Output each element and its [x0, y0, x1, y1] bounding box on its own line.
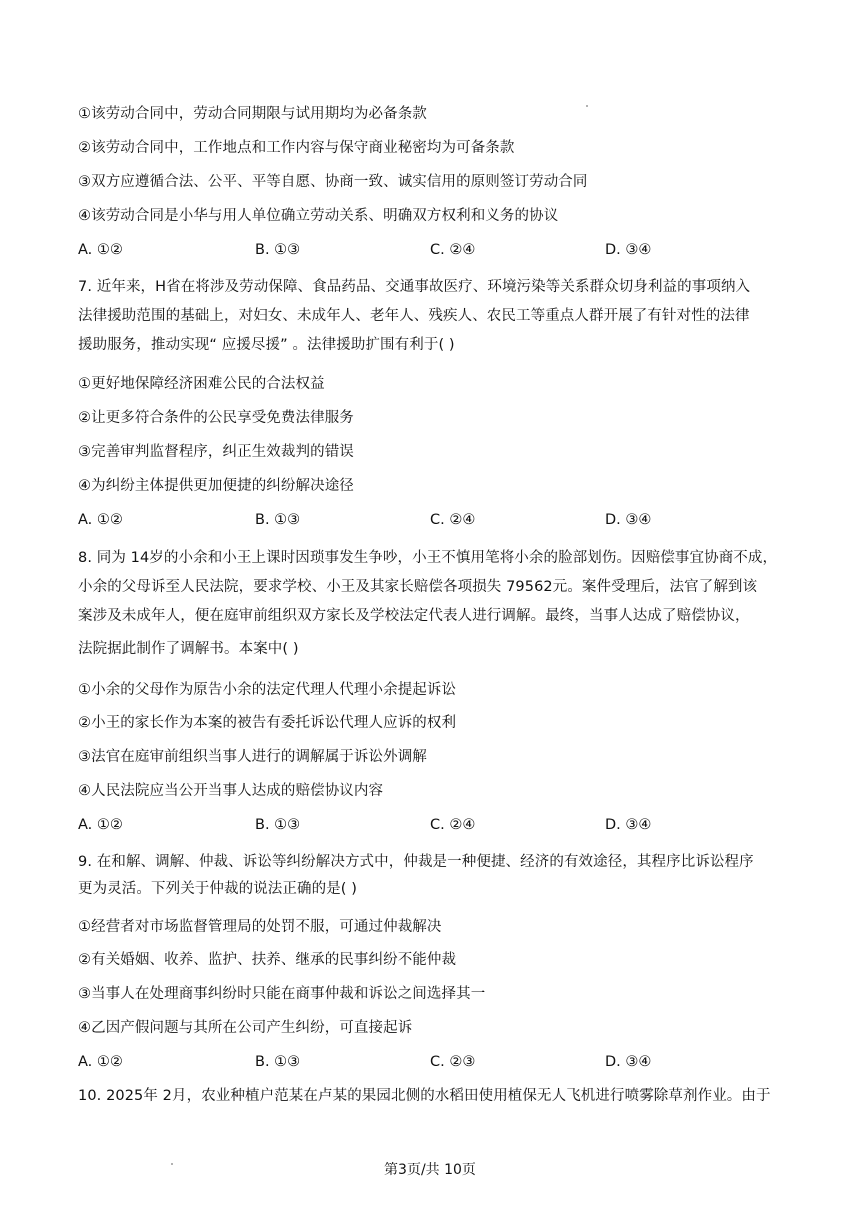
q7-option-a: A. ①②	[78, 512, 123, 528]
q7-item-4: ④为纠纷主体提供更加便捷的纠纷解决途径	[78, 478, 354, 494]
q7-option-b: B. ①③	[255, 512, 301, 528]
q6-item-1: ①该劳动合同中，劳动合同期限与试用期均为必备条款	[78, 106, 427, 122]
q8-item-3: ③法官在庭审前组织当事人进行的调解属于诉讼外调解	[78, 749, 427, 765]
q8-item-1: ①小余的父母作为原告小余的法定代理人代理小余提起诉讼	[78, 682, 457, 698]
q6-option-a: A. ①②	[78, 242, 123, 258]
q9-option-a: A. ①②	[78, 1054, 123, 1070]
q6-item-2: ②该劳动合同中，工作地点和工作内容与保守商业秘密均为可备条款	[78, 140, 515, 156]
q8-stem-line-1: 8. 同为 14岁的小余和小王上课时因琐事发生争吵，小王不慎用笔将小余的脸部划伤。因赔偿事宜协商不成，	[78, 550, 778, 566]
q8-option-c: C. ②④	[430, 817, 476, 833]
page-number-footer: 第3页/共 10页	[384, 1162, 476, 1178]
q8-option-d: D. ③④	[605, 817, 652, 833]
q7-option-c: C. ②④	[430, 512, 476, 528]
q9-option-d: D. ③④	[605, 1054, 652, 1070]
q7-options	[78, 510, 778, 530]
q7-stem-line-2: 法律援助范围的基础上，对妇女、未成年人、老年人、残疾人、农民工等重点人群开展了有针对性的法律	[78, 308, 750, 324]
q9-options	[78, 1052, 778, 1072]
q9-option-b: B. ①③	[255, 1054, 301, 1070]
q9-option-c: C. ②③	[430, 1054, 476, 1070]
q8-option-b: B. ①③	[255, 817, 301, 833]
q6-option-c: C. ②④	[430, 242, 476, 258]
q10-stem-line-1: 10. 2025年 2月，农业种植户范某在卢某的果园北侧的水稻田使用植保无人飞机进行喷雾除草剂作业。由于	[78, 1088, 771, 1104]
q9-stem-line-2: 更为灵活。下列关于仲裁的说法正确的是( )	[78, 881, 358, 897]
scan-speck	[586, 105, 588, 107]
q7-stem-line-3: 援助服务，推动实现“ 应援尽援” 。法律援助扩围有利于( )	[78, 337, 455, 353]
q6-option-b: B. ①③	[255, 242, 301, 258]
q8-options	[78, 815, 778, 835]
q7-option-d: D. ③④	[605, 512, 652, 528]
q8-item-2: ②小王的家长作为本案的被告有委托诉讼代理人应诉的权利	[78, 715, 457, 731]
q7-stem-line-1: 7. 近年来，H省在将涉及劳动保障、食品药品、交通事故医疗、环境污染等关系群众切身利益的事项纳入	[78, 279, 751, 295]
q9-item-4: ④乙因产假问题与其所在公司产生纠纷，可直接起诉	[78, 1020, 413, 1036]
q9-stem-line-1: 9. 在和解、调解、仲裁、诉讼等纠纷解决方式中，仲裁是一种便捷、经济的有效途径，其程序比诉讼程序	[78, 854, 754, 870]
q7-item-1: ①更好地保障经济困难公民的合法权益	[78, 376, 325, 392]
q9-item-1: ①经营者对市场监督管理局的处罚不服，可通过仲裁解决	[78, 919, 442, 935]
q6-item-4: ④该劳动合同是小华与用人单位确立劳动关系、明确双方权利和义务的协议	[78, 208, 559, 224]
q9-item-3: ③当事人在处理商事纠纷时只能在商事仲裁和诉讼之间选择其一	[78, 986, 486, 1002]
q8-item-4: ④人民法院应当公开当事人达成的赔偿协议内容	[78, 783, 384, 799]
q7-item-3: ③完善审判监督程序，纠正生效裁判的错误	[78, 444, 354, 460]
q7-item-2: ②让更多符合条件的公民享受免费法律服务	[78, 410, 354, 426]
q9-item-2: ②有关婚姻、收养、监护、扶养、继承的民事纠纷不能仲裁	[78, 952, 457, 968]
q6-item-3: ③双方应遵循合法、公平、平等自愿、协商一致、诚实信用的原则签订劳动合同	[78, 174, 588, 190]
q8-stem-line-2: 小余的父母诉至人民法院，要求学校、小王及其家长赔偿各项损失 79562元。案件受理后，法官了解到该	[78, 579, 758, 595]
q8-option-a: A. ①②	[78, 817, 123, 833]
q8-stem-line-3: 案涉及未成年人，便在庭审前组织双方家长及学校法定代表人进行调解。最终，当事人达成了赔偿协议，	[78, 608, 750, 624]
q8-stem-line-4: 法院据此制作了调解书。本案中( )	[78, 641, 299, 657]
q6-options	[78, 240, 778, 260]
q6-option-d: D. ③④	[605, 242, 652, 258]
